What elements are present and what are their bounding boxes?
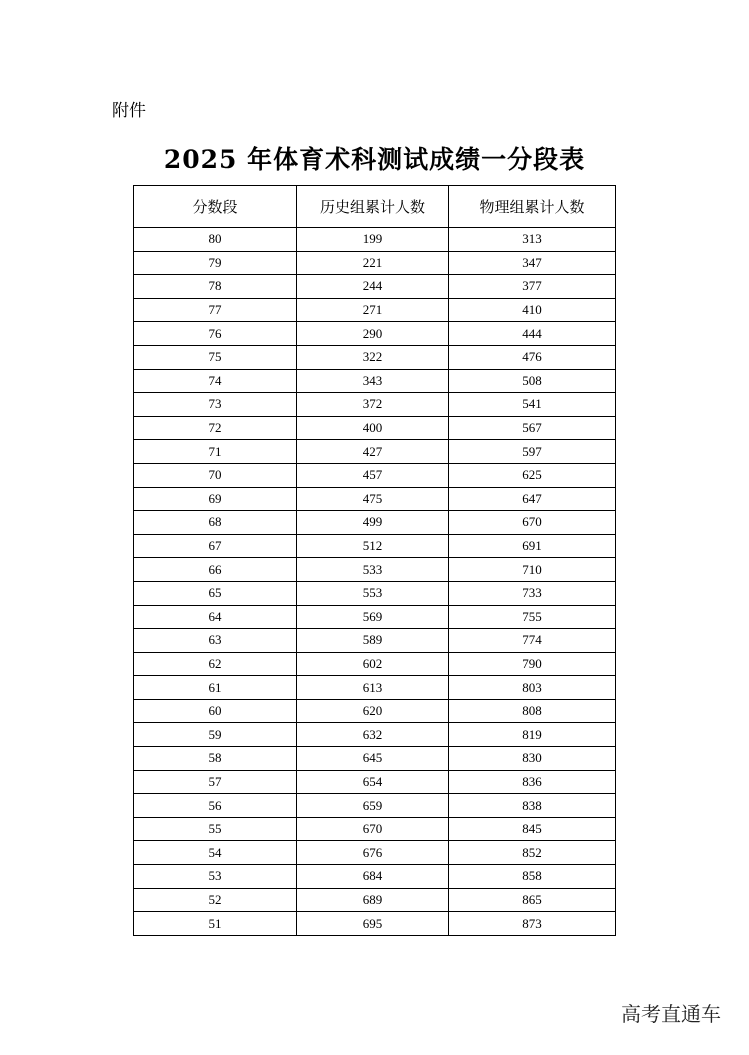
table-row: [134, 345, 616, 369]
cell-history-cumulative: 553: [297, 581, 449, 605]
cell-physics-cumulative: 852: [449, 841, 616, 865]
cell-score: 75: [134, 345, 297, 369]
table-body: [134, 228, 616, 936]
cell-score: 66: [134, 558, 297, 582]
table-row: [134, 699, 616, 723]
cell-history-cumulative: 343: [297, 369, 449, 393]
cell-history-cumulative: 676: [297, 841, 449, 865]
cell-score: 54: [134, 841, 297, 865]
cell-physics-cumulative: 444: [449, 322, 616, 346]
cell-score: 55: [134, 817, 297, 841]
cell-score: 77: [134, 298, 297, 322]
table-row: [134, 723, 616, 747]
cell-history-cumulative: 499: [297, 511, 449, 535]
table-row: [134, 298, 616, 322]
cell-physics-cumulative: 377: [449, 275, 616, 299]
cell-history-cumulative: 632: [297, 723, 449, 747]
table-row: [134, 817, 616, 841]
table-row: [134, 534, 616, 558]
cell-history-cumulative: 290: [297, 322, 449, 346]
cell-physics-cumulative: 830: [449, 747, 616, 771]
table-row: [134, 251, 616, 275]
cell-score: 51: [134, 912, 297, 936]
cell-history-cumulative: 512: [297, 534, 449, 558]
cell-history-cumulative: 695: [297, 912, 449, 936]
table-row: [134, 865, 616, 889]
cell-score: 52: [134, 888, 297, 912]
cell-physics-cumulative: 410: [449, 298, 616, 322]
cell-score: 70: [134, 463, 297, 487]
cell-history-cumulative: 322: [297, 345, 449, 369]
table-row: [134, 440, 616, 464]
table-row: [134, 369, 616, 393]
cell-score: 56: [134, 794, 297, 818]
cell-history-cumulative: 654: [297, 770, 449, 794]
cell-physics-cumulative: 347: [449, 251, 616, 275]
cell-score: 80: [134, 228, 297, 252]
cell-history-cumulative: 400: [297, 416, 449, 440]
cell-physics-cumulative: 691: [449, 534, 616, 558]
cell-physics-cumulative: 858: [449, 865, 616, 889]
table-row: [134, 275, 616, 299]
cell-physics-cumulative: 625: [449, 463, 616, 487]
cell-history-cumulative: 372: [297, 393, 449, 417]
table-row: [134, 416, 616, 440]
table-row: [134, 393, 616, 417]
cell-physics-cumulative: 647: [449, 487, 616, 511]
cell-physics-cumulative: 597: [449, 440, 616, 464]
table-row: [134, 794, 616, 818]
cell-physics-cumulative: 803: [449, 676, 616, 700]
cell-score: 67: [134, 534, 297, 558]
cell-score: 79: [134, 251, 297, 275]
table-row: [134, 322, 616, 346]
cell-history-cumulative: 645: [297, 747, 449, 771]
cell-history-cumulative: 613: [297, 676, 449, 700]
cell-score: 64: [134, 605, 297, 629]
cell-physics-cumulative: 865: [449, 888, 616, 912]
cell-score: 53: [134, 865, 297, 889]
table-row: [134, 629, 616, 653]
cell-history-cumulative: 620: [297, 699, 449, 723]
cell-score: 69: [134, 487, 297, 511]
cell-history-cumulative: 589: [297, 629, 449, 653]
table-row: [134, 581, 616, 605]
cell-history-cumulative: 602: [297, 652, 449, 676]
cell-physics-cumulative: 845: [449, 817, 616, 841]
cell-score: 73: [134, 393, 297, 417]
cell-physics-cumulative: 733: [449, 581, 616, 605]
cell-score: 74: [134, 369, 297, 393]
cell-history-cumulative: 457: [297, 463, 449, 487]
cell-score: 76: [134, 322, 297, 346]
column-header-score: 分数段: [134, 186, 297, 228]
cell-history-cumulative: 533: [297, 558, 449, 582]
cell-physics-cumulative: 836: [449, 770, 616, 794]
cell-score: 60: [134, 699, 297, 723]
table-row: [134, 841, 616, 865]
cell-history-cumulative: 689: [297, 888, 449, 912]
cell-physics-cumulative: 710: [449, 558, 616, 582]
cell-history-cumulative: 221: [297, 251, 449, 275]
cell-physics-cumulative: 774: [449, 629, 616, 653]
table-row: [134, 605, 616, 629]
page-title: 2025 年体育术科测试成绩一分段表: [163, 145, 586, 174]
table-row: [134, 228, 616, 252]
table-row: [134, 487, 616, 511]
cell-score: 71: [134, 440, 297, 464]
attachment-label: 附件: [112, 101, 146, 121]
cell-physics-cumulative: 808: [449, 699, 616, 723]
table-header-row: [134, 186, 616, 228]
cell-physics-cumulative: 755: [449, 605, 616, 629]
cell-physics-cumulative: 790: [449, 652, 616, 676]
score-distribution-table: [133, 185, 616, 936]
cell-score: 65: [134, 581, 297, 605]
cell-history-cumulative: 271: [297, 298, 449, 322]
cell-history-cumulative: 569: [297, 605, 449, 629]
cell-physics-cumulative: 819: [449, 723, 616, 747]
cell-history-cumulative: 670: [297, 817, 449, 841]
cell-physics-cumulative: 873: [449, 912, 616, 936]
cell-physics-cumulative: 313: [449, 228, 616, 252]
cell-score: 59: [134, 723, 297, 747]
cell-physics-cumulative: 476: [449, 345, 616, 369]
cell-score: 78: [134, 275, 297, 299]
table-row: [134, 747, 616, 771]
cell-physics-cumulative: 567: [449, 416, 616, 440]
cell-physics-cumulative: 541: [449, 393, 616, 417]
cell-score: 58: [134, 747, 297, 771]
cell-history-cumulative: 199: [297, 228, 449, 252]
cell-score: 57: [134, 770, 297, 794]
table-row: [134, 652, 616, 676]
cell-physics-cumulative: 670: [449, 511, 616, 535]
cell-score: 62: [134, 652, 297, 676]
table-row: [134, 558, 616, 582]
cell-history-cumulative: 659: [297, 794, 449, 818]
table-row: [134, 770, 616, 794]
cell-score: 61: [134, 676, 297, 700]
table-row: [134, 912, 616, 936]
table-row: [134, 511, 616, 535]
cell-score: 72: [134, 416, 297, 440]
column-header-history-cumulative: 历史组累计人数: [297, 186, 449, 228]
cell-physics-cumulative: 508: [449, 369, 616, 393]
cell-history-cumulative: 244: [297, 275, 449, 299]
column-header-physics-cumulative: 物理组累计人数: [449, 186, 616, 228]
cell-history-cumulative: 684: [297, 865, 449, 889]
table-row: [134, 676, 616, 700]
table-row: [134, 888, 616, 912]
cell-score: 68: [134, 511, 297, 535]
cell-score: 63: [134, 629, 297, 653]
cell-physics-cumulative: 838: [449, 794, 616, 818]
watermark-text: 高考直通车: [621, 1002, 721, 1026]
cell-history-cumulative: 427: [297, 440, 449, 464]
table-row: [134, 463, 616, 487]
cell-history-cumulative: 475: [297, 487, 449, 511]
